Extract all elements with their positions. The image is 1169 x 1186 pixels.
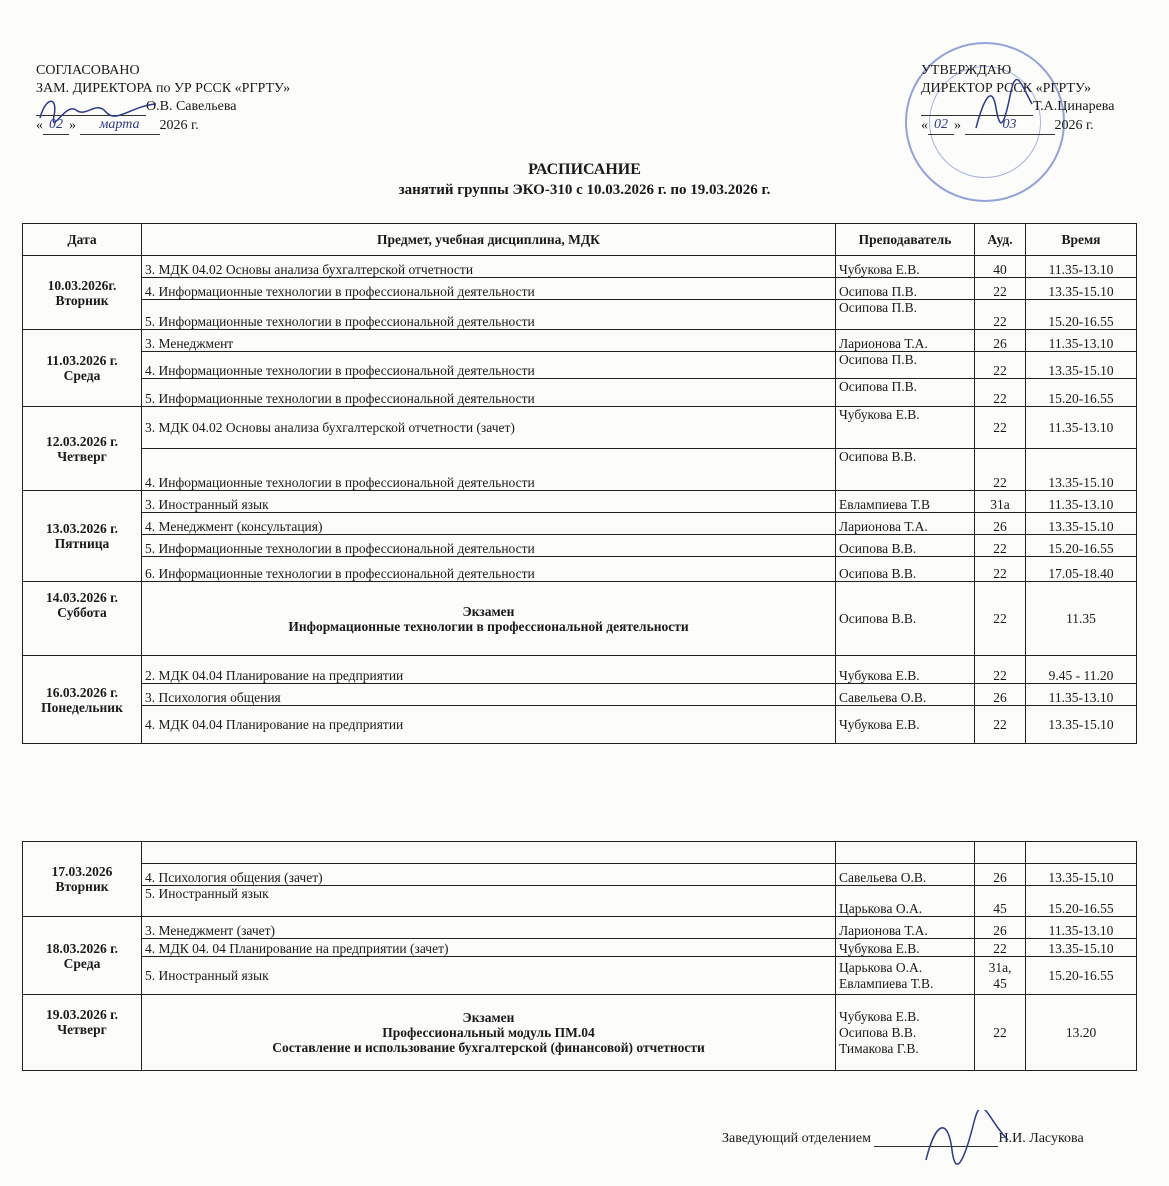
- table-row: [23, 407, 1137, 449]
- exam-cell: Экзамен Информационные технологии в профессиональной деятельности: [142, 582, 836, 656]
- table-row: [23, 449, 1137, 491]
- lesson-room: 22: [975, 656, 1026, 684]
- lesson-subject: 3. Психология общения: [142, 684, 836, 706]
- lesson-teacher: Осипова В.В.: [836, 557, 975, 582]
- lesson-time: 11.35-13.10: [1026, 407, 1137, 449]
- approval-left-year: 2026 г.: [159, 118, 199, 133]
- title-subheading: занятий группы ЭКО-310 с 10.03.2026 г. по 19.03.2026 г.: [398, 182, 771, 198]
- table-row: [23, 957, 1137, 995]
- lesson-subject: [142, 842, 836, 864]
- lesson-room: 31а, 45: [975, 957, 1026, 995]
- lesson-room: 26: [975, 513, 1026, 535]
- lesson-room: 22: [975, 300, 1026, 330]
- signature-right: [970, 78, 1040, 138]
- footer-name: Н.И. Ласукова: [998, 1131, 1084, 1146]
- lesson-teacher: Осипова В.В.: [836, 535, 975, 557]
- lesson-time: 13.35-15.10: [1026, 939, 1137, 957]
- lesson-time: 15.20-16.55: [1026, 535, 1137, 557]
- approval-right-signer-name: Т.А.Цинарева: [1033, 99, 1115, 114]
- lesson-time: 11.35: [1026, 582, 1137, 656]
- approval-left-title: СОГЛАСОВАНО: [36, 63, 140, 78]
- schedule-table-2: [22, 841, 1137, 1071]
- header-room: Ауд.: [975, 224, 1026, 256]
- day-date-cell: 10.03.2026г. Вторник: [23, 256, 142, 330]
- lesson-subject: 3. Менеджмент (зачет): [142, 917, 836, 939]
- table-row: [23, 842, 1137, 864]
- lesson-room: 40: [975, 256, 1026, 278]
- lesson-time: [1026, 842, 1137, 864]
- lesson-time: 13.35-15.10: [1026, 513, 1137, 535]
- lesson-teacher: Савельева О.В.: [836, 864, 975, 886]
- lesson-subject: 4. Информационные технологии в профессиональной деятельности: [142, 352, 836, 379]
- document-title: [0, 160, 1169, 200]
- lesson-teacher: Осипова В.В.: [836, 582, 975, 656]
- lesson-room: 22: [975, 379, 1026, 407]
- lesson-teacher: Чубукова Е.В.: [836, 407, 975, 449]
- lesson-subject: 4. Информационные технологии в профессиональной деятельности: [142, 449, 836, 491]
- header-teacher: Преподаватель: [836, 224, 975, 256]
- lesson-subject: 4. МДК 04.04 Планирование на предприятии: [142, 706, 836, 744]
- lesson-room: 22: [975, 557, 1026, 582]
- lesson-teacher: Царькова О.А. Евлампиева Т.В.: [836, 957, 975, 995]
- day-date-cell: 11.03.2026 г. Среда: [23, 330, 142, 407]
- lesson-subject: 3. МДК 04.02 Основы анализа бухгалтерской отчетности (зачет): [142, 407, 836, 449]
- day-date-cell: 13.03.2026 г. Пятница: [23, 491, 142, 582]
- approval-left-signer-name: О.В. Савельева: [146, 99, 237, 114]
- lesson-room: 26: [975, 917, 1026, 939]
- table-row: [23, 513, 1137, 535]
- day-date-cell: 17.03.2026 Вторник: [23, 842, 142, 917]
- header-date: Дата: [23, 224, 142, 256]
- table-row: [23, 557, 1137, 582]
- table-row-exam: [23, 582, 1137, 656]
- header-time: Время: [1026, 224, 1137, 256]
- lesson-time: 13.35-15.10: [1026, 352, 1137, 379]
- table-row: [23, 256, 1137, 278]
- lesson-time: 13.35-15.10: [1026, 864, 1137, 886]
- lesson-time: 13.35-15.10: [1026, 278, 1137, 300]
- lesson-teacher: Ларионова Т.А.: [836, 513, 975, 535]
- lesson-room: 31а: [975, 491, 1026, 513]
- lesson-room: 22: [975, 407, 1026, 449]
- table-row: [23, 300, 1137, 330]
- lesson-subject: 4. Психология общения (зачет): [142, 864, 836, 886]
- table-row: [23, 278, 1137, 300]
- lesson-teacher: Чубукова Е.В.: [836, 939, 975, 957]
- table-row-exam: [23, 995, 1137, 1071]
- signature-left: [36, 90, 176, 130]
- approval-right-year: 2026 г.: [1054, 118, 1094, 133]
- table-row: [23, 886, 1137, 917]
- schedule-table-1: [22, 223, 1137, 744]
- lesson-time: 11.35-13.10: [1026, 917, 1137, 939]
- lesson-room: 45: [975, 886, 1026, 917]
- lesson-subject: 5. Информационные технологии в профессиональной деятельности: [142, 300, 836, 330]
- lesson-room: 22: [975, 278, 1026, 300]
- day-date-cell: 16.03.2026 г. Понедельник: [23, 656, 142, 744]
- lesson-teacher: [836, 842, 975, 864]
- table-row: [23, 706, 1137, 744]
- table-row: [23, 535, 1137, 557]
- footer-label: Заведующий отделением: [722, 1131, 871, 1146]
- day-date-cell: 18.03.2026 г. Среда: [23, 917, 142, 995]
- table-row: [23, 491, 1137, 513]
- lesson-time: 9.45 - 11.20: [1026, 656, 1137, 684]
- lesson-teacher: Ларионова Т.А.: [836, 917, 975, 939]
- lesson-subject: 6. Информационные технологии в профессиональной деятельности: [142, 557, 836, 582]
- approval-left-date: « 02 » марта 2026 г.: [36, 117, 199, 133]
- lesson-subject: 2. МДК 04.04 Планирование на предприятии: [142, 656, 836, 684]
- lesson-subject: 3. МДК 04.02 Основы анализа бухгалтерской отчетности: [142, 256, 836, 278]
- title-heading: РАСПИСАНИЕ: [528, 161, 641, 178]
- lesson-room: 22: [975, 706, 1026, 744]
- day-date-cell: 19.03.2026 г. Четверг: [23, 995, 142, 1071]
- lesson-teacher: Осипова П.В.: [836, 352, 975, 379]
- lesson-room: 26: [975, 330, 1026, 352]
- approval-right-position: ДИРЕКТОР РССК «РГРТУ»: [921, 81, 1091, 96]
- lesson-room: 22: [975, 939, 1026, 957]
- lesson-time: 13.20: [1026, 995, 1137, 1071]
- signature-footer: [918, 1110, 1018, 1170]
- lesson-teacher: Осипова П.В.: [836, 300, 975, 330]
- approval-left-month: марта: [80, 116, 160, 135]
- lesson-time: 11.35-13.10: [1026, 684, 1137, 706]
- table-header-row: [23, 224, 1137, 256]
- lesson-subject: 4. МДК 04. 04 Планирование на предприятии (зачет): [142, 939, 836, 957]
- lesson-teacher: Чубукова Е.В. Осипова В.В. Тимакова Г.В.: [836, 995, 975, 1071]
- table-row: [23, 352, 1137, 379]
- approval-left-position: ЗАМ. ДИРЕКТОРА по УР РССК «РГРТУ»: [36, 81, 291, 96]
- lesson-teacher: Чубукова Е.В.: [836, 256, 975, 278]
- lesson-time: 15.20-16.55: [1026, 379, 1137, 407]
- lesson-teacher: Чубукова Е.В.: [836, 706, 975, 744]
- lesson-time: 11.35-13.10: [1026, 491, 1137, 513]
- lesson-time: 15.20-16.55: [1026, 300, 1137, 330]
- lesson-subject: 5. Иностранный язык: [142, 957, 836, 995]
- lesson-room: 22: [975, 995, 1026, 1071]
- lesson-time: 11.35-13.10: [1026, 330, 1137, 352]
- lesson-time: 15.20-16.55: [1026, 957, 1137, 995]
- lesson-teacher: Царькова О.А.: [836, 886, 975, 917]
- lesson-subject: 5. Информационные технологии в профессиональной деятельности: [142, 379, 836, 407]
- table-row: [23, 917, 1137, 939]
- table-row: [23, 939, 1137, 957]
- lesson-teacher: Осипова В.В.: [836, 449, 975, 491]
- lesson-time: 11.35-13.10: [1026, 256, 1137, 278]
- approval-right-day: 02: [928, 116, 954, 135]
- lesson-room: 26: [975, 684, 1026, 706]
- header-subject: Предмет, учебная дисциплина, МДК: [142, 224, 836, 256]
- table-row: [23, 330, 1137, 352]
- lesson-teacher: Савельева О.В.: [836, 684, 975, 706]
- lesson-room: 22: [975, 449, 1026, 491]
- lesson-room: 22: [975, 352, 1026, 379]
- approval-right-date: « 02 » 03 2026 г.: [921, 117, 1094, 133]
- lesson-time: 17.05-18.40: [1026, 557, 1137, 582]
- table-row: [23, 379, 1137, 407]
- approval-left-day: 02: [43, 116, 69, 135]
- approval-right-month: 03: [965, 116, 1055, 135]
- lesson-teacher: Евлампиева Т.В: [836, 491, 975, 513]
- lesson-teacher: Осипова П.В.: [836, 278, 975, 300]
- lesson-subject: 4. Информационные технологии в профессиональной деятельности: [142, 278, 836, 300]
- table-row: [23, 656, 1137, 684]
- footer-signoff: [722, 1131, 1084, 1147]
- lesson-subject: 5. Информационные технологии в профессиональной деятельности: [142, 535, 836, 557]
- lesson-subject: 3. Менеджмент: [142, 330, 836, 352]
- lesson-room: 22: [975, 535, 1026, 557]
- lesson-room: 22: [975, 582, 1026, 656]
- lesson-subject: 3. Иностранный язык: [142, 491, 836, 513]
- lesson-room: [975, 842, 1026, 864]
- table-row: [23, 864, 1137, 886]
- lesson-teacher: Ларионова Т.А.: [836, 330, 975, 352]
- table-row: [23, 684, 1137, 706]
- lesson-subject: 5. Иностранный язык: [142, 886, 836, 917]
- lesson-time: 13.35-15.10: [1026, 449, 1137, 491]
- exam-cell: Экзамен Профессиональный модуль ПМ.04 Составление и использование бухгалтерской (финансовой) отчетности: [142, 995, 836, 1071]
- lesson-teacher: Осипова П.В.: [836, 379, 975, 407]
- lesson-subject: 4. Менеджмент (консультация): [142, 513, 836, 535]
- lesson-teacher: Чубукова Е.В.: [836, 656, 975, 684]
- day-date-cell: 14.03.2026 г. Суббота: [23, 582, 142, 656]
- approval-right-title: УТВЕРЖДАЮ: [921, 63, 1012, 78]
- lesson-time: 13.35-15.10: [1026, 706, 1137, 744]
- day-date-cell: 12.03.2026 г. Четверг: [23, 407, 142, 491]
- lesson-room: 26: [975, 864, 1026, 886]
- lesson-time: 15.20-16.55: [1026, 886, 1137, 917]
